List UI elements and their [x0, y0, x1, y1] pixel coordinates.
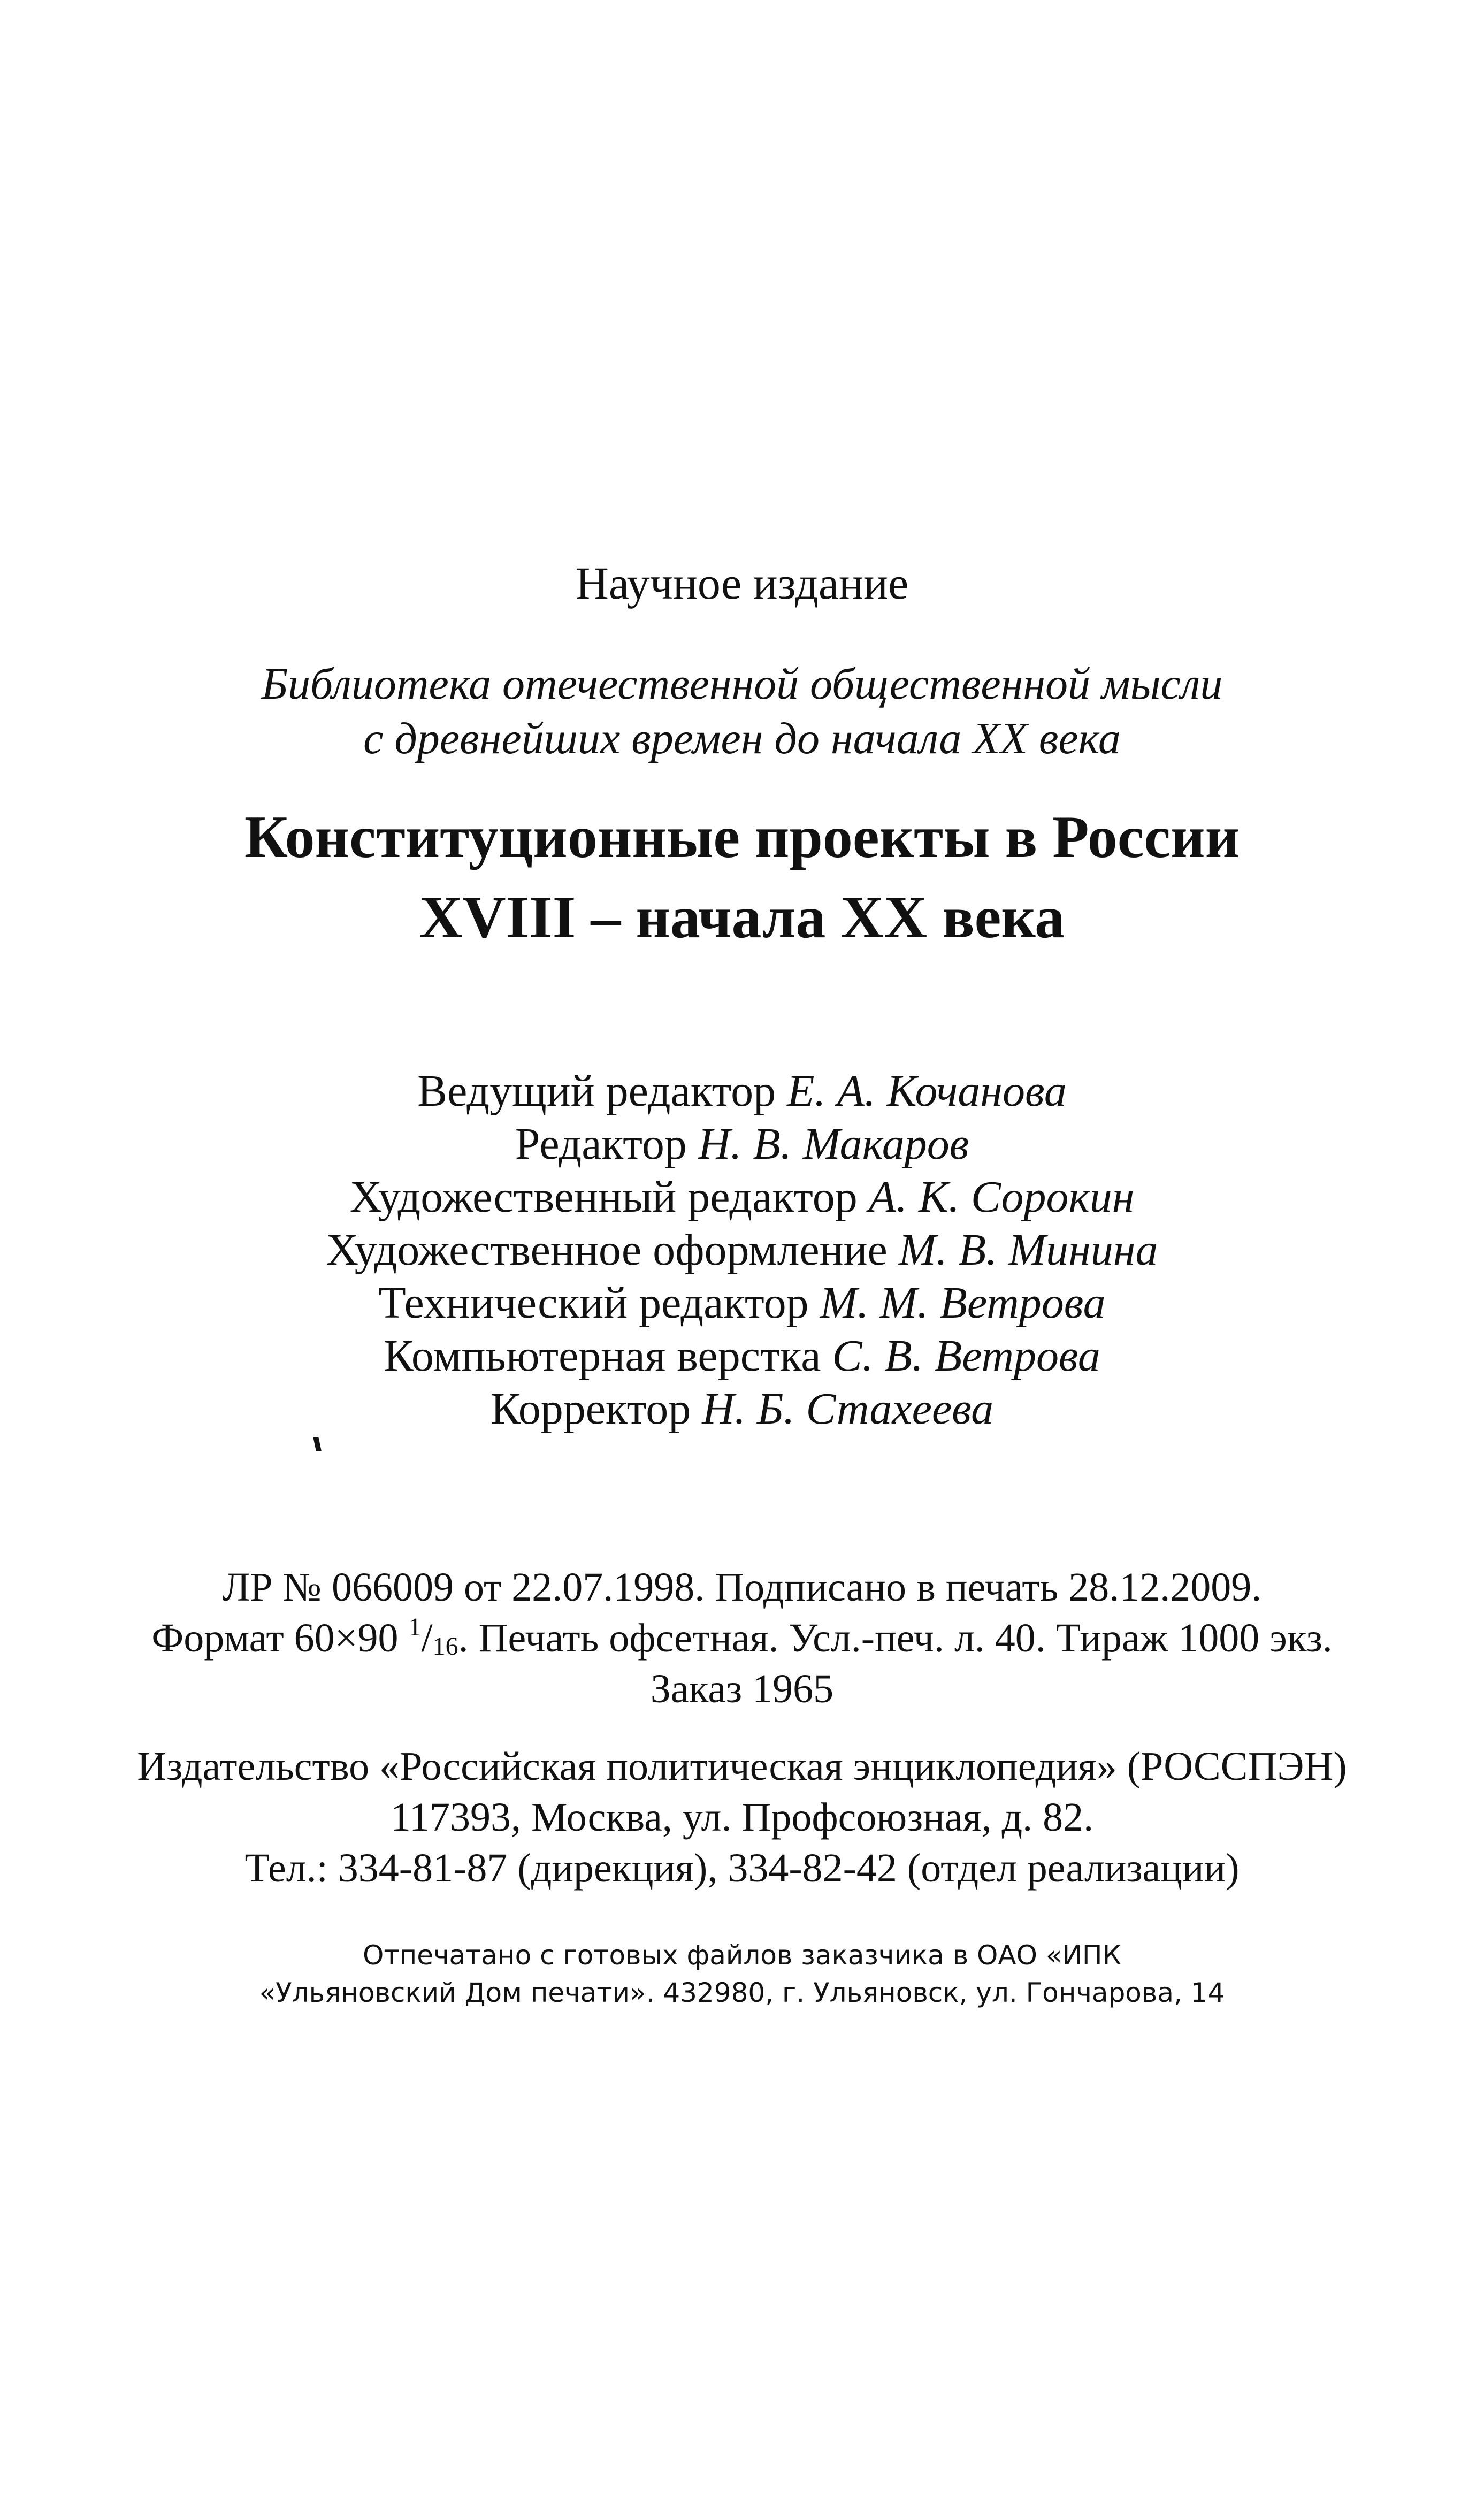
format-numerator: 1: [408, 1613, 422, 1641]
format-slash: /: [421, 1616, 433, 1661]
credit-name: Н. В. Макаров: [698, 1119, 969, 1169]
credit-role: Художественный редактор: [349, 1172, 858, 1222]
publisher-name: Издательство «Российская политическая энциклопедия» (РОССПЭН): [137, 1744, 1347, 1789]
series-title: [0, 657, 1484, 766]
publisher-info: [0, 1741, 1484, 1894]
printer-info: [0, 1937, 1484, 2011]
publisher-address: 117393, Москва, ул. Профсоюзная, д. 82.: [390, 1795, 1094, 1840]
printer-line-1: Отпечатано с готовых файлов заказчика в ОАО «ИПК: [363, 1940, 1121, 1971]
edition-type-text: Научное издание: [575, 557, 909, 609]
credit-role: Корректор: [490, 1384, 691, 1434]
credit-technical-editor: [0, 1276, 1484, 1329]
credit-proofreader: [0, 1382, 1484, 1435]
credit-layout: [0, 1329, 1484, 1382]
stray-print-mark: [313, 1437, 322, 1451]
publication-data: [0, 1562, 1484, 1715]
series-line-1: Библиотека отечественной общественной мысли: [261, 659, 1223, 709]
format-and-print-run: [0, 1613, 1484, 1664]
credit-name: Е. А. Кочанова: [787, 1066, 1067, 1116]
book-title: [0, 797, 1484, 958]
credit-role: Технический редактор: [378, 1278, 809, 1328]
credit-role: Художественное оформление: [326, 1225, 888, 1275]
credit-art-editor: [0, 1171, 1484, 1223]
license-and-sign-date: ЛР № 066009 от 22.07.1998. Подписано в печать 28.12.2009.: [222, 1565, 1262, 1610]
credits-list: [0, 1065, 1484, 1435]
credit-name: А. К. Сорокин: [868, 1172, 1135, 1222]
credit-role: Ведущий редактор: [417, 1066, 776, 1116]
credit-name: С. В. Ветрова: [832, 1331, 1100, 1381]
book-title-line-1: Конституционные проекты в России: [244, 804, 1240, 870]
credit-editor: [0, 1118, 1484, 1171]
credit-art-design: [0, 1223, 1484, 1276]
format-denominator: 16: [432, 1632, 458, 1661]
credit-name: М. М. Ветрова: [820, 1278, 1106, 1328]
series-line-2: с древнейших времен до начала XX века: [363, 714, 1121, 763]
credit-role: Редактор: [515, 1119, 687, 1169]
format-prefix: Формат 60×90: [151, 1616, 409, 1661]
book-title-line-2: XVIII – начала XX века: [419, 884, 1065, 951]
printer-line-2: «Ульяновский Дом печати». 432980, г. Ульяновск, ул. Гончарова, 14: [259, 1977, 1225, 2008]
credit-lead-editor: [0, 1065, 1484, 1118]
credit-name: Н. Б. Стахеева: [702, 1384, 994, 1434]
order-number: Заказ 1965: [650, 1666, 834, 1711]
credit-name: М. В. Минина: [898, 1225, 1158, 1275]
edition-type: [0, 556, 1484, 610]
publisher-phones: Тел.: 334-81-87 (дирекция), 334-82-42 (отдел реализации): [244, 1846, 1240, 1891]
format-suffix: . Печать офсетная. Усл.-печ. л. 40. Тираж 1000 экз.: [458, 1616, 1333, 1661]
credit-role: Компьютерная верстка: [384, 1331, 821, 1381]
